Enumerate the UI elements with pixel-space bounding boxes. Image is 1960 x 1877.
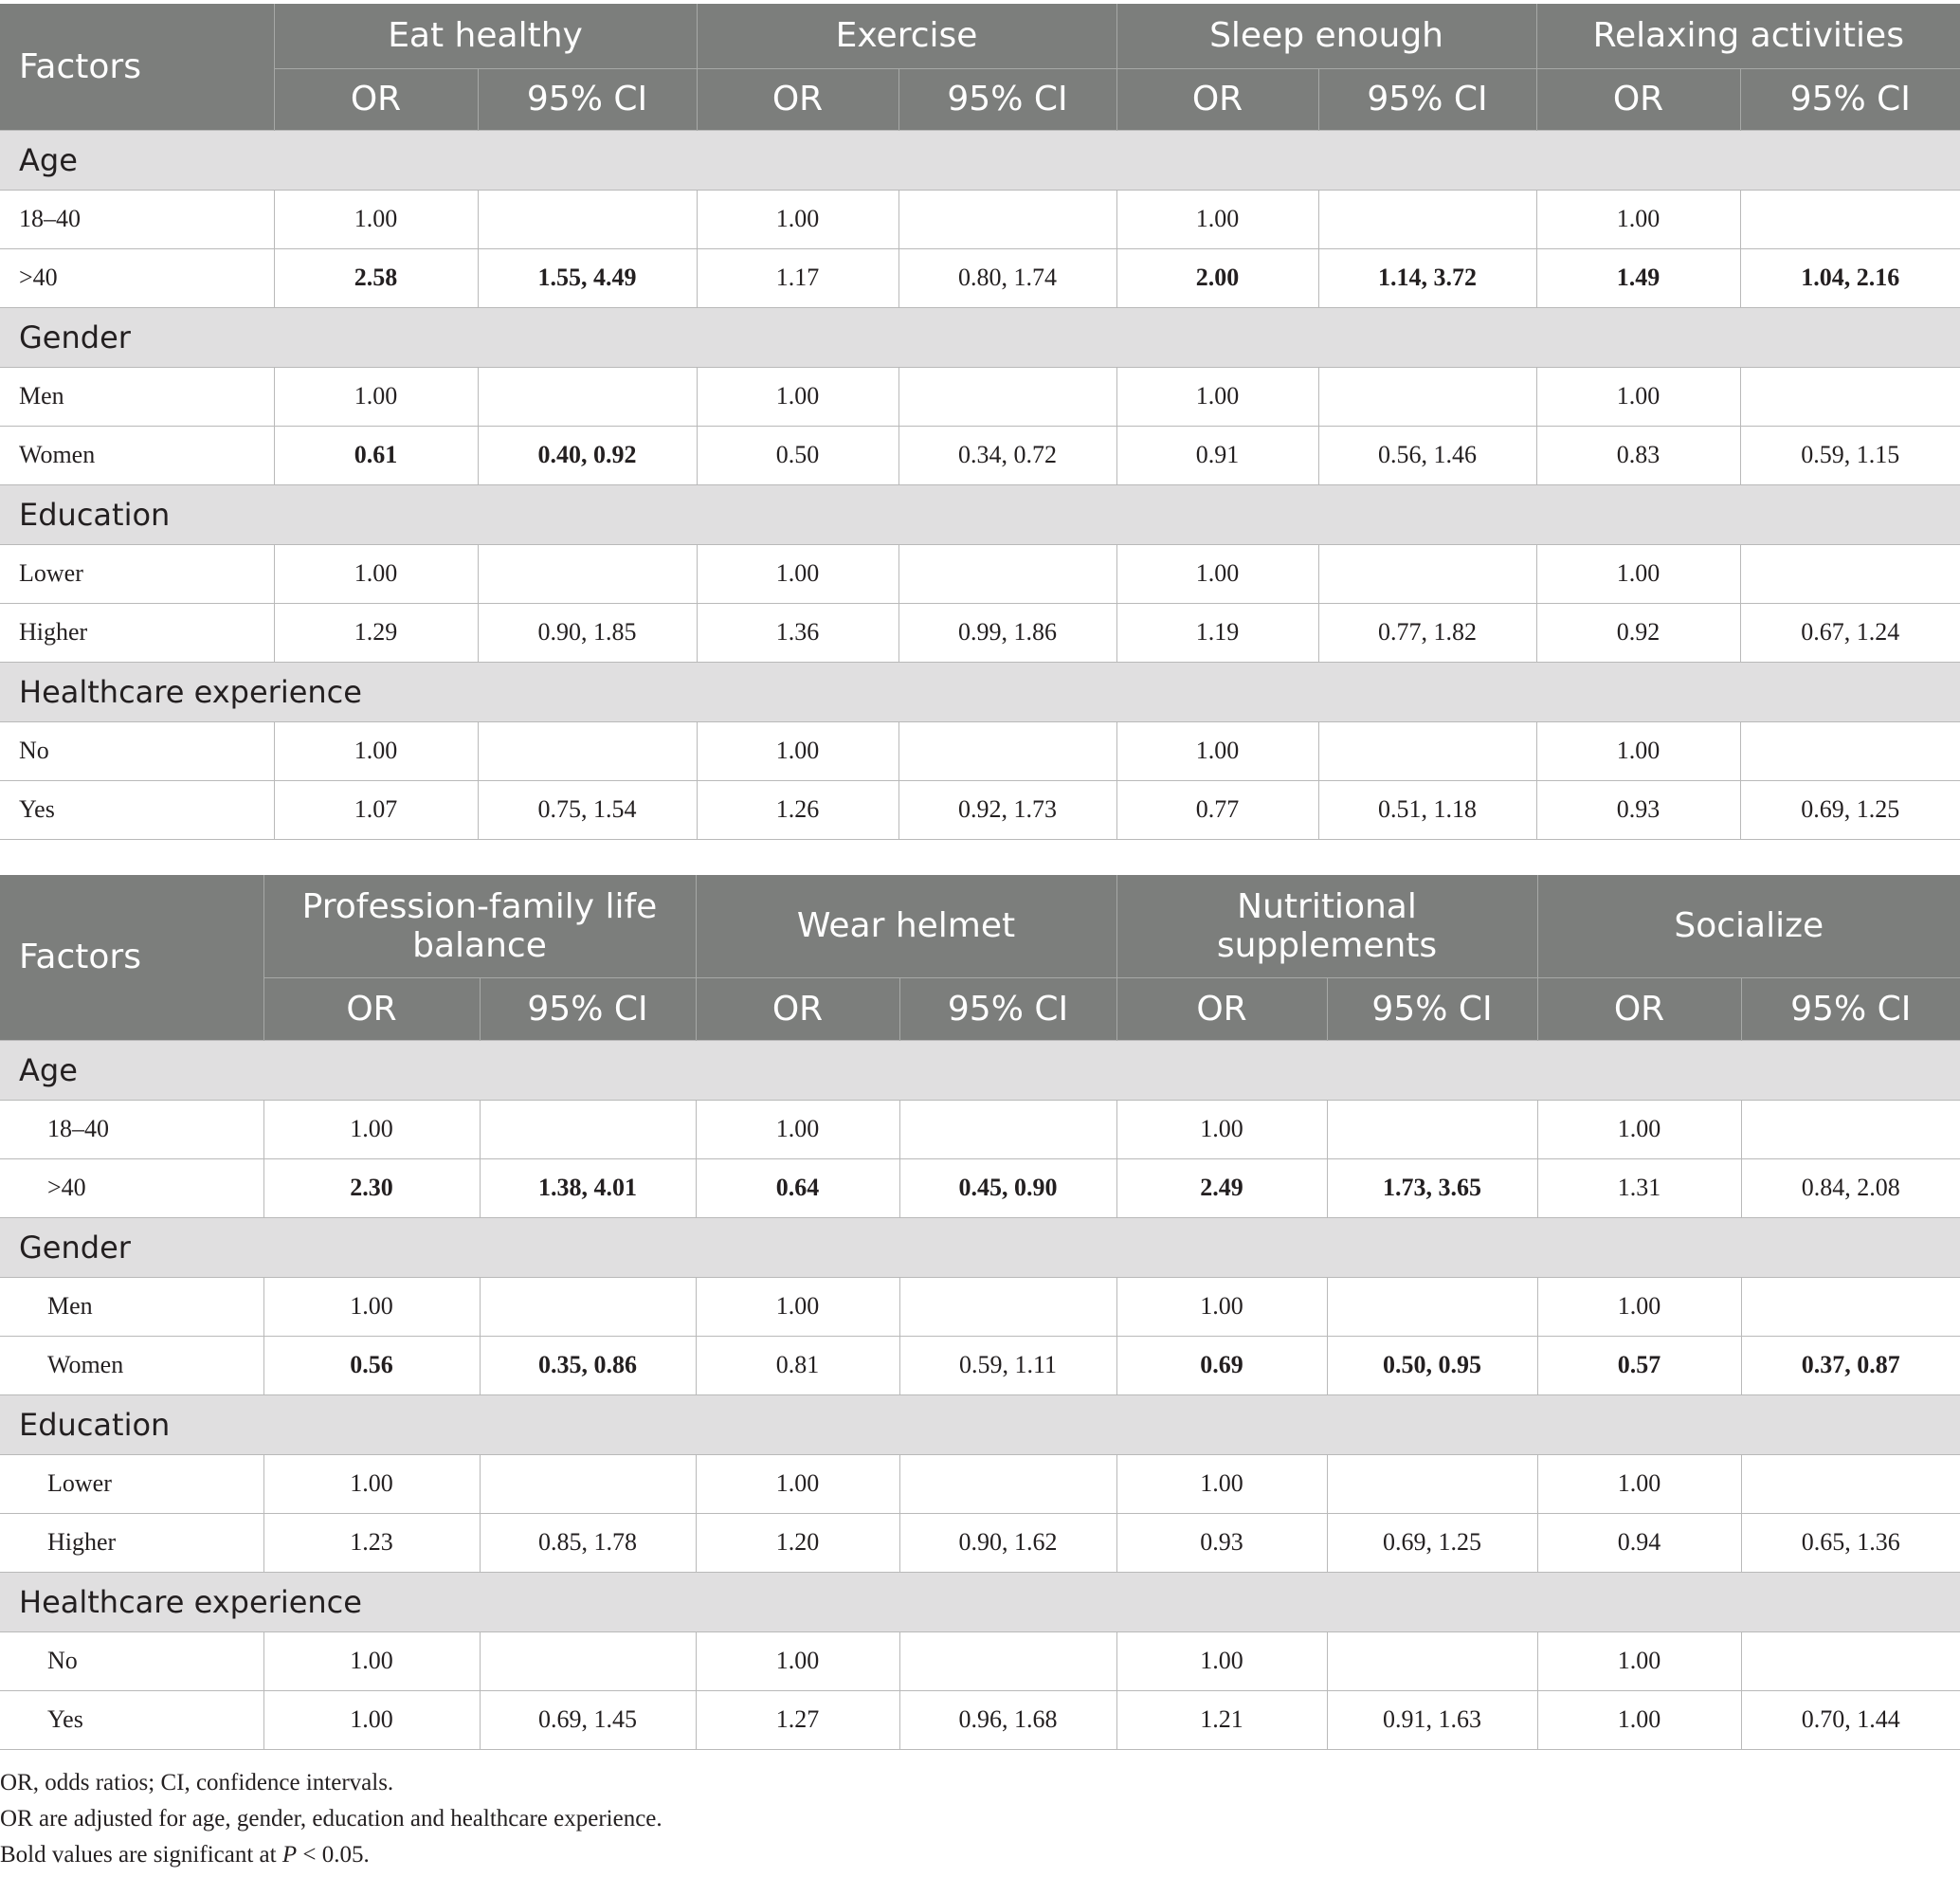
or-header: OR — [263, 977, 480, 1040]
or-value: 1.00 — [1116, 544, 1318, 603]
or-value: 1.21 — [1116, 1690, 1327, 1749]
table-row — [0, 190, 1960, 248]
ci-value — [899, 1100, 1116, 1158]
or-value: 0.50 — [697, 426, 898, 484]
row-label: 18–40 — [0, 190, 274, 248]
or-value: 2.49 — [1116, 1158, 1327, 1217]
ci-value — [1740, 190, 1960, 248]
ci-value — [898, 544, 1116, 603]
or-value: 1.00 — [1116, 1631, 1327, 1690]
ci-value: 0.92, 1.73 — [898, 780, 1116, 839]
group-header: Sleep enough — [1116, 4, 1536, 68]
ci-value: 0.99, 1.86 — [898, 603, 1116, 662]
or-value: 1.00 — [263, 1690, 480, 1749]
ci-value: 0.85, 1.78 — [480, 1513, 696, 1572]
table-row — [0, 1158, 1960, 1217]
ci-value: 0.75, 1.54 — [478, 780, 697, 839]
row-label: >40 — [0, 1158, 263, 1217]
group-header: Nutritional supplements — [1116, 875, 1537, 977]
or-value: 1.00 — [697, 721, 898, 780]
ci-value: 0.56, 1.46 — [1318, 426, 1536, 484]
ci-value — [899, 1631, 1116, 1690]
ci-value: 0.90, 1.62 — [899, 1513, 1116, 1572]
row-label: Men — [0, 1277, 263, 1336]
footnote: OR, odds ratios; CI, confidence intervals. — [0, 1770, 394, 1795]
ci-header: 95% CI — [1327, 977, 1537, 1040]
or-value: 1.00 — [697, 190, 898, 248]
or-header: OR — [697, 68, 898, 130]
ci-value — [478, 190, 697, 248]
or-value: 1.00 — [1537, 1690, 1741, 1749]
ci-value: 1.14, 3.72 — [1318, 248, 1536, 307]
or-value: 0.77 — [1116, 780, 1318, 839]
or-value: 1.00 — [1536, 367, 1740, 426]
section-label: Age — [0, 130, 1960, 190]
ci-value — [1741, 1454, 1960, 1513]
or-value: 1.00 — [263, 1277, 480, 1336]
section-row — [0, 662, 1960, 721]
or-value: 2.30 — [263, 1158, 480, 1217]
ci-value: 1.73, 3.65 — [1327, 1158, 1537, 1217]
table-footnotes — [0, 1765, 662, 1873]
ci-value — [1741, 1631, 1960, 1690]
or-value: 0.93 — [1116, 1513, 1327, 1572]
group-header: Relaxing activities — [1536, 4, 1960, 68]
ci-value — [899, 1277, 1116, 1336]
or-value: 0.57 — [1537, 1336, 1741, 1394]
table-row — [0, 1631, 1960, 1690]
ci-value: 1.04, 2.16 — [1740, 248, 1960, 307]
table-row — [0, 248, 1960, 307]
odds-ratio-table-1 — [0, 4, 1960, 840]
section-label: Healthcare experience — [0, 662, 1960, 721]
ci-value: 0.65, 1.36 — [1741, 1513, 1960, 1572]
or-value: 1.00 — [263, 1454, 480, 1513]
ci-value — [480, 1631, 696, 1690]
or-value: 1.00 — [1536, 544, 1740, 603]
table-row — [0, 1690, 1960, 1749]
ci-value — [1327, 1277, 1537, 1336]
or-value: 0.56 — [263, 1336, 480, 1394]
row-label: 18–40 — [0, 1100, 263, 1158]
or-value: 1.26 — [697, 780, 898, 839]
or-header: OR — [274, 68, 478, 130]
or-value: 1.23 — [263, 1513, 480, 1572]
or-value: 0.64 — [696, 1158, 899, 1217]
ci-value: 0.96, 1.68 — [899, 1690, 1116, 1749]
ci-value: 0.67, 1.24 — [1740, 603, 1960, 662]
row-label: Higher — [0, 1513, 263, 1572]
ci-value — [1327, 1454, 1537, 1513]
ci-value — [480, 1277, 696, 1336]
ci-value — [1327, 1631, 1537, 1690]
or-value: 0.83 — [1536, 426, 1740, 484]
group-header: Exercise — [697, 4, 1116, 68]
section-row — [0, 1394, 1960, 1454]
table-row — [0, 1277, 1960, 1336]
table-row — [0, 780, 1960, 839]
table-body — [0, 130, 1960, 839]
or-value: 1.00 — [1116, 190, 1318, 248]
footnote: OR are adjusted for age, gender, education and healthcare experience. — [0, 1806, 662, 1831]
or-value: 1.00 — [697, 367, 898, 426]
row-label: No — [0, 1631, 263, 1690]
table-row — [0, 721, 1960, 780]
ci-value: 0.69, 1.45 — [480, 1690, 696, 1749]
ci-value — [898, 367, 1116, 426]
odds-ratio-table-2 — [0, 875, 1960, 1750]
row-label: Lower — [0, 544, 274, 603]
ci-value: 0.45, 0.90 — [899, 1158, 1116, 1217]
section-label: Education — [0, 1394, 1960, 1454]
ci-value: 0.37, 0.87 — [1741, 1336, 1960, 1394]
or-header: OR — [1116, 68, 1318, 130]
ci-value: 0.35, 0.86 — [480, 1336, 696, 1394]
or-value: 1.00 — [274, 544, 478, 603]
or-value: 0.61 — [274, 426, 478, 484]
ci-value: 0.77, 1.82 — [1318, 603, 1536, 662]
ci-value: 0.69, 1.25 — [1740, 780, 1960, 839]
or-value: 1.00 — [1116, 721, 1318, 780]
section-row — [0, 1572, 1960, 1631]
group-header: Socialize — [1537, 875, 1960, 977]
or-header: OR — [1537, 977, 1741, 1040]
row-label: Women — [0, 1336, 263, 1394]
ci-value: 0.69, 1.25 — [1327, 1513, 1537, 1572]
section-label: Education — [0, 484, 1960, 544]
ci-value — [1327, 1100, 1537, 1158]
or-value: 1.00 — [696, 1277, 899, 1336]
ci-header: 95% CI — [480, 977, 696, 1040]
ci-header: 95% CI — [1318, 68, 1536, 130]
ci-value — [898, 721, 1116, 780]
or-value: 1.00 — [696, 1631, 899, 1690]
section-label: Healthcare experience — [0, 1572, 1960, 1631]
table-row — [0, 1336, 1960, 1394]
table-row — [0, 426, 1960, 484]
row-label: Women — [0, 426, 274, 484]
ci-value: 0.91, 1.63 — [1327, 1690, 1537, 1749]
factors-header: Factors — [0, 4, 274, 130]
table-row — [0, 367, 1960, 426]
section-row — [0, 484, 1960, 544]
or-value: 1.00 — [697, 544, 898, 603]
ci-value: 1.55, 4.49 — [478, 248, 697, 307]
ci-value: 0.50, 0.95 — [1327, 1336, 1537, 1394]
ci-value — [1318, 721, 1536, 780]
section-label: Gender — [0, 307, 1960, 367]
or-value: 1.00 — [1537, 1100, 1741, 1158]
or-value: 1.36 — [697, 603, 898, 662]
or-header: OR — [1536, 68, 1740, 130]
ci-value: 0.34, 0.72 — [898, 426, 1116, 484]
ci-value — [480, 1454, 696, 1513]
or-value: 1.19 — [1116, 603, 1318, 662]
table-body — [0, 1040, 1960, 1749]
group-header: Eat healthy — [274, 4, 697, 68]
ci-value: 0.40, 0.92 — [478, 426, 697, 484]
or-value: 0.81 — [696, 1336, 899, 1394]
row-label: Yes — [0, 1690, 263, 1749]
ci-value: 0.70, 1.44 — [1741, 1690, 1960, 1749]
row-label: Lower — [0, 1454, 263, 1513]
or-value: 1.29 — [274, 603, 478, 662]
section-row — [0, 307, 1960, 367]
or-value: 1.17 — [697, 248, 898, 307]
or-header: OR — [696, 977, 899, 1040]
table-row — [0, 603, 1960, 662]
or-value: 1.00 — [1536, 721, 1740, 780]
ci-value: 0.90, 1.85 — [478, 603, 697, 662]
or-value: 0.92 — [1536, 603, 1740, 662]
ci-header: 95% CI — [1741, 977, 1960, 1040]
row-label: >40 — [0, 248, 274, 307]
row-label: Men — [0, 367, 274, 426]
row-label: Higher — [0, 603, 274, 662]
or-value: 1.00 — [1116, 1100, 1327, 1158]
or-value: 1.00 — [696, 1454, 899, 1513]
or-value: 1.00 — [274, 721, 478, 780]
or-value: 1.07 — [274, 780, 478, 839]
ci-value — [1741, 1100, 1960, 1158]
or-value: 1.49 — [1536, 248, 1740, 307]
row-label: No — [0, 721, 274, 780]
factors-header: Factors — [0, 875, 263, 1040]
ci-value: 0.84, 2.08 — [1741, 1158, 1960, 1217]
group-header: Profession-family life balance — [263, 875, 696, 977]
or-value: 2.58 — [274, 248, 478, 307]
ci-value — [480, 1100, 696, 1158]
or-value: 2.00 — [1116, 248, 1318, 307]
section-label: Gender — [0, 1217, 1960, 1277]
section-label: Age — [0, 1040, 1960, 1100]
or-value: 1.27 — [696, 1690, 899, 1749]
or-value: 1.00 — [1536, 190, 1740, 248]
ci-value — [478, 544, 697, 603]
or-value: 1.00 — [1537, 1631, 1741, 1690]
or-value: 0.93 — [1536, 780, 1740, 839]
or-value: 1.00 — [274, 367, 478, 426]
footnote: Bold values are significant at P < 0.05. — [0, 1842, 370, 1868]
ci-value: 0.80, 1.74 — [898, 248, 1116, 307]
ci-value — [1740, 721, 1960, 780]
ci-header: 95% CI — [898, 68, 1116, 130]
or-value: 1.00 — [274, 190, 478, 248]
table-row — [0, 1100, 1960, 1158]
ci-value — [898, 190, 1116, 248]
ci-value — [1318, 544, 1536, 603]
section-row — [0, 130, 1960, 190]
ci-value — [478, 721, 697, 780]
or-value: 0.69 — [1116, 1336, 1327, 1394]
table-row — [0, 1513, 1960, 1572]
ci-value: 0.59, 1.11 — [899, 1336, 1116, 1394]
or-value: 1.00 — [1116, 367, 1318, 426]
ci-value — [899, 1454, 1116, 1513]
row-label: Yes — [0, 780, 274, 839]
or-value: 1.20 — [696, 1513, 899, 1572]
or-value: 1.00 — [696, 1100, 899, 1158]
table-row — [0, 1454, 1960, 1513]
ci-value — [1318, 190, 1536, 248]
section-row — [0, 1217, 1960, 1277]
or-value: 1.00 — [1116, 1454, 1327, 1513]
or-value: 0.91 — [1116, 426, 1318, 484]
or-value: 1.00 — [1116, 1277, 1327, 1336]
ci-value — [1740, 367, 1960, 426]
or-value: 1.31 — [1537, 1158, 1741, 1217]
or-value: 1.00 — [263, 1631, 480, 1690]
ci-value: 1.38, 4.01 — [480, 1158, 696, 1217]
ci-value — [1741, 1277, 1960, 1336]
ci-value: 0.59, 1.15 — [1740, 426, 1960, 484]
ci-header: 95% CI — [899, 977, 1116, 1040]
ci-header: 95% CI — [1740, 68, 1960, 130]
ci-value — [1318, 367, 1536, 426]
or-header: OR — [1116, 977, 1327, 1040]
or-value: 1.00 — [1537, 1454, 1741, 1513]
section-row — [0, 1040, 1960, 1100]
ci-header: 95% CI — [478, 68, 697, 130]
ci-value — [1740, 544, 1960, 603]
ci-value: 0.51, 1.18 — [1318, 780, 1536, 839]
or-value: 1.00 — [1537, 1277, 1741, 1336]
table-row — [0, 544, 1960, 603]
or-value: 0.94 — [1537, 1513, 1741, 1572]
ci-value — [478, 367, 697, 426]
or-value: 1.00 — [263, 1100, 480, 1158]
group-header: Wear helmet — [696, 875, 1116, 977]
